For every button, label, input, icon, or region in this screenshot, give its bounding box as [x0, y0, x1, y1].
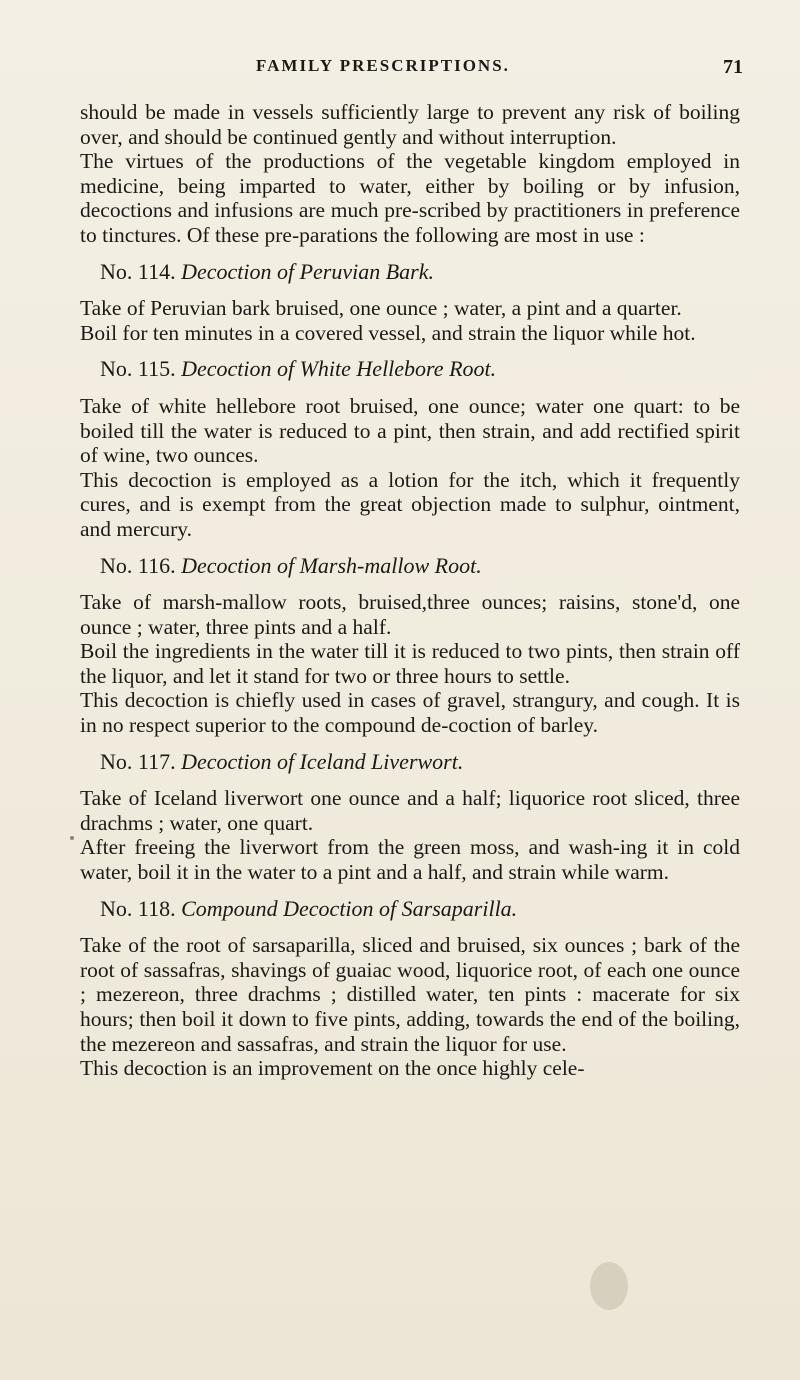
body-text: [80, 100, 740, 1081]
running-head: FAMILY PRESCRIPTIONS.: [256, 56, 510, 75]
recipe-title: Decoction of Peruvian Bark.: [181, 258, 435, 284]
paragraph: Take of white hellebore root bruised, one ounce; water one quart: to be boiled till the water is reduced to a pint, then strain, and add rectified spirit of wine, two ounces.: [80, 393, 740, 468]
paragraph: Take of marsh-mallow roots, bruised,three ounces; raisins, stone'd, one ounce ; water, three pints and a half.: [80, 590, 740, 639]
recipe-heading: [80, 554, 740, 579]
paragraph: This decoction is an improvement on the once highly cele-: [80, 1056, 585, 1081]
recipe-number: No. 114.: [100, 258, 176, 284]
recipe-heading: [80, 260, 740, 285]
recipe-number: No. 117.: [100, 748, 176, 774]
recipe-heading: [80, 750, 740, 775]
paragraph: After freeing the liverwort from the green moss, and wash-ing it in cold water, boil it in the water to a pint and a half, and strain while warm.: [80, 835, 740, 885]
page-header: [0, 56, 800, 88]
recipe-heading: [80, 357, 740, 382]
paragraph: should be made in vessels sufficiently large to prevent any risk of boiling over, and should be continued gently and without interruption.: [80, 100, 740, 149]
recipe-title: Decoction of Iceland Liverwort.: [181, 748, 464, 774]
page-number: 71: [723, 56, 743, 78]
paragraph: Boil the ingredients in the water till it is reduced to two pints, then strain off the liquor, and let it stand for two or three hours to settle.: [80, 639, 740, 688]
recipe-number: No. 116.: [100, 552, 176, 578]
recipe-title: Decoction of White Hellebore Root.: [181, 356, 497, 382]
paragraph: This decoction is employed as a lotion for the itch, which it frequently cures, and is exempt from the great objection made to sulphur, ointment, and mercury.: [80, 467, 740, 541]
paragraph: Boil for ten minutes in a covered vessel, and strain the liquor while hot.: [80, 320, 696, 345]
recipe-title: Compound Decoction of Sarsaparilla.: [181, 895, 518, 921]
paragraph: This decoction is chiefly used in cases of gravel, strangury, and cough. It is in no respect superior to the compound de-coction of barley.: [80, 688, 740, 738]
paragraph: Take of Peruvian bark bruised, one ounce ; water, a pint and a quarter.: [80, 296, 682, 321]
ink-speck: [70, 836, 74, 840]
paragraph: The virtues of the productions of the vegetable kingdom employed in medicine, being imparted to water, either by boiling or by infusion, decoctions and infusions are much pre-scribed by practitioners in preference to tinctures. Of these pre-parations the following are most in use :: [80, 149, 740, 247]
recipe-number: No. 115.: [100, 356, 176, 382]
recipe-title: Decoction of Marsh-mallow Root.: [181, 552, 482, 578]
paragraph: Take of Iceland liverwort one ounce and a half; liquorice root sliced, three drachms ; water, one quart.: [80, 786, 740, 835]
paragraph: Take of the root of sarsaparilla, sliced and bruised, six ounces ; bark of the root of sassafras, shavings of guaiac wood, liquorice root, of each one ounce ; mezereon, three drachms ; distilled water, ten pints : macerate for six hours; then boil it down to five pints, adding, towards the end of the boiling, the mezereon and sassafras, and strain the liquor for use.: [80, 933, 740, 1056]
recipe-heading: [80, 897, 740, 922]
ink-blot: [590, 1262, 628, 1310]
recipe-number: No. 118.: [100, 895, 176, 921]
